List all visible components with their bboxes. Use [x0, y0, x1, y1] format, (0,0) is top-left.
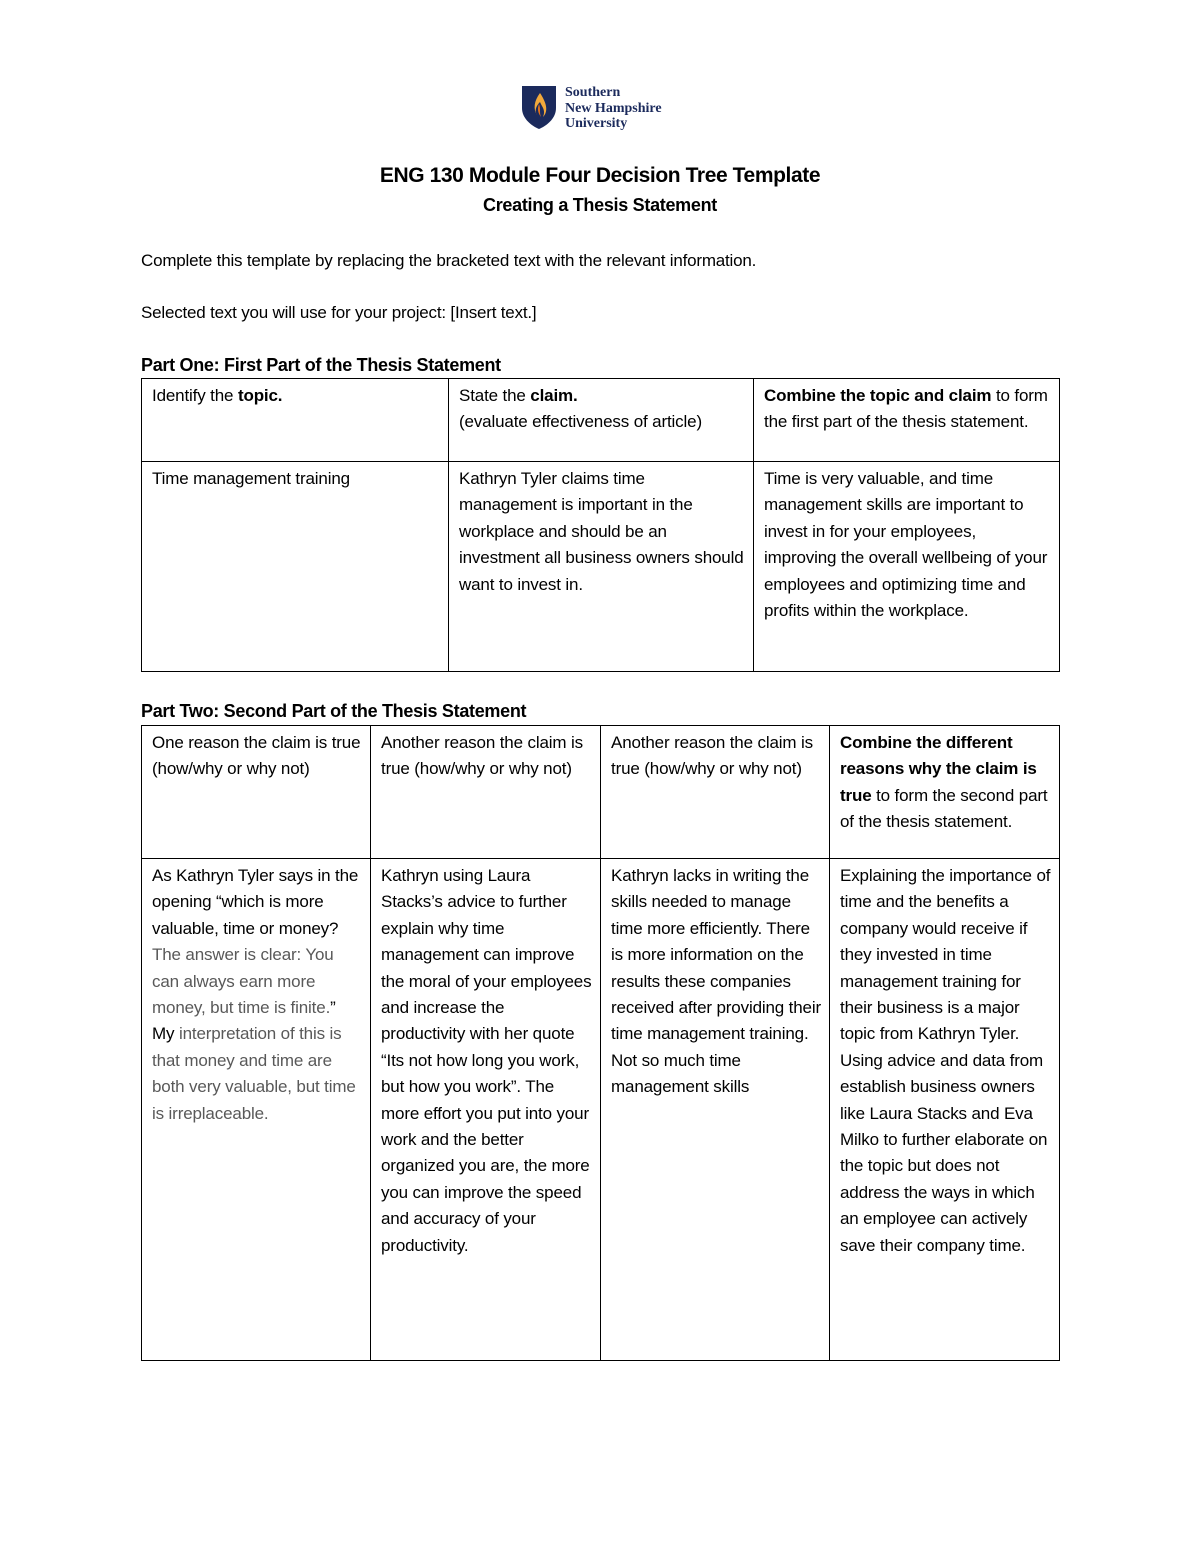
table-row [142, 462, 1060, 672]
part-two-table [141, 725, 1060, 1361]
table-row [142, 859, 1060, 1361]
table-header-row [142, 726, 1060, 859]
header-cell-combine: Combine the topic and claim to form the first part of the thesis statement. [754, 379, 1060, 462]
cell-reason-2: Kathryn using Laura Stacks’s advice to further explain why time management can improve the moral of your employees and increase the productivity with her quote “Its not how long you work, but how you work”. The more effort you put into your work and the better organized you are, the more you can improve the speed and accuracy of your productivity. [371, 859, 601, 1361]
document-title: ENG 130 Module Four Decision Tree Template [379, 164, 821, 187]
part-one-table [141, 378, 1060, 672]
shield-flame-icon [520, 84, 558, 130]
header-cell-combine: Combine the different reasons why the claim is true to form the second part of the thesis statement. [830, 726, 1060, 859]
document-subtitle: Creating a Thesis Statement [483, 195, 717, 215]
header-cell-reason-2: Another reason the claim is true (how/why or why not) [371, 726, 601, 859]
logo-line-2: New Hampshire [565, 100, 662, 116]
header-cell-topic: Identify the topic. [142, 379, 449, 462]
cell-reason-1: As Kathryn Tyler says in the opening “which is more valuable, time or money? The answer is clear: You can always earn more money, but time is finite.” My interpretation of this is that money and time are both very valuable, but time is irreplaceable. [142, 859, 371, 1361]
part-two-heading: Part Two: Second Part of the Thesis Statement [141, 701, 527, 721]
logo-line-1: Southern [565, 85, 621, 100]
header-cell-reason-3: Another reason the claim is true (how/why or why not) [601, 726, 830, 859]
logo-line-3: University [565, 116, 628, 131]
selected-text-line: Selected text you will use for your project: [Insert text.] [141, 303, 537, 322]
header-cell-reason-1: One reason the claim is true (how/why or why not) [142, 726, 371, 859]
cell-combined: Time is very valuable, and time management skills are important to invest in for your employees, improving the overall wellbeing of your employees and optimizing time and profits within the workplace. [754, 462, 1060, 672]
table-header-row [142, 379, 1060, 462]
cell-topic: Time management training [142, 462, 449, 672]
logo-wordmark [565, 85, 662, 132]
cell-combined: Explaining the importance of time and the benefits a company would receive if they invested in time management training for their business is a major topic from Kathryn Tyler. Using advice and data from establish business owners like Laura Stacks and Eva Milko to further elaborate on the topic but does not address the ways in which an employee can actively save their company time. [830, 859, 1060, 1361]
university-logo [520, 84, 662, 132]
cell-claim: Kathryn Tyler claims time management is important in the workplace and should be an investment all business owners should want to invest in. [449, 462, 754, 672]
cell-reason-3: Kathryn lacks in writing the skills needed to manage time more efficiently. There is more information on the results these companies received after providing their time management training. Not so much time management skills [601, 859, 830, 1361]
part-one-heading: Part One: First Part of the Thesis Statement [141, 355, 501, 375]
header-cell-claim: State the claim. (evaluate effectiveness of article) [449, 379, 754, 462]
instructions-text: Complete this template by replacing the bracketed text with the relevant information. [141, 251, 757, 270]
